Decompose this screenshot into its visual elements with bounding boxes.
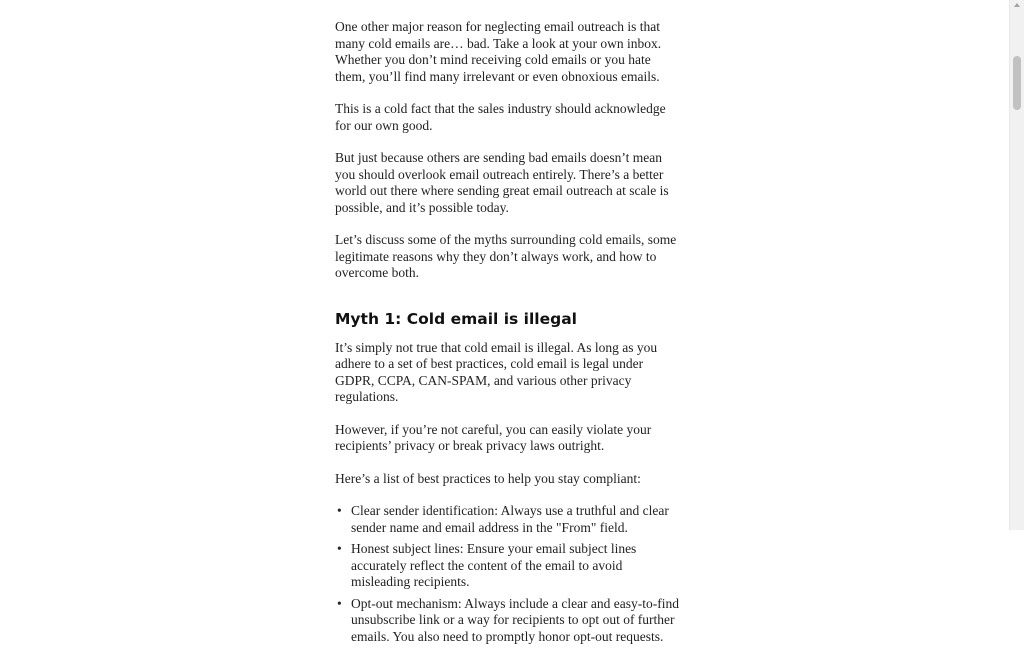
paragraph: One other major reason for neglecting email outreach is that many cold emails are… bad. Take a look at your own inbox. Whether you don’t mind receiving cold emails or you hate them, you’ll find many irrelevant or even obnoxious emails. — [335, 19, 662, 84]
bullet-icon: • — [337, 595, 342, 611]
paragraph: But just because others are sending bad emails doesn’t mean you should overlook email outreach entirely. There’s a better world out there where sending great email outreach at scale is possible, and it’s possible today. — [335, 150, 669, 215]
list-item-text: Opt-out mechanism: Always include a clear and easy-to-find unsubscribe link or a way for recipients to opt out of further emails. You also need to promptly honor opt-out requests. — [351, 595, 680, 644]
section-heading: Myth 1: Cold email is illegal — [335, 309, 577, 328]
paragraph: This is a cold fact that the sales industry should acknowledge for our own good. — [335, 101, 666, 133]
list-item-text: Honest subject lines: Ensure your email subject lines accurately reflect the content of the email to avoid misleading recipients. — [351, 541, 637, 589]
paragraph: It’s simply not true that cold email is illegal. As long as you adhere to a set of best practices, cold email is legal under GDPR, CCPA, CAN-SPAM, and various other privacy regulations. — [335, 339, 658, 404]
bullet-icon: • — [337, 541, 342, 556]
scroll-up-arrow-icon[interactable] — [1014, 3, 1020, 7]
scrollbar-thumb[interactable] — [1013, 56, 1021, 110]
paragraph: However, if you’re not careful, you can easily violate your recipients’ privacy or break privacy laws outright. — [335, 421, 652, 453]
list-item-text: Clear sender identification: Always use a truthful and clear sender name and email address in the "From" field. — [351, 503, 669, 535]
paragraph: Let’s discuss some of the myths surrounding cold emails, some legitimate reasons why they don’t always work, and how to overcome both. — [335, 232, 677, 280]
bullet-icon: • — [337, 503, 342, 518]
best-practices-list — [335, 503, 680, 645]
list-item — [337, 541, 680, 591]
page-scrollbar[interactable] — [1009, 0, 1024, 530]
article-body — [335, 19, 680, 650]
list-item — [337, 595, 680, 646]
paragraph: Here’s a list of best practices to help you stay compliant: — [335, 470, 641, 486]
list-item — [337, 503, 680, 536]
